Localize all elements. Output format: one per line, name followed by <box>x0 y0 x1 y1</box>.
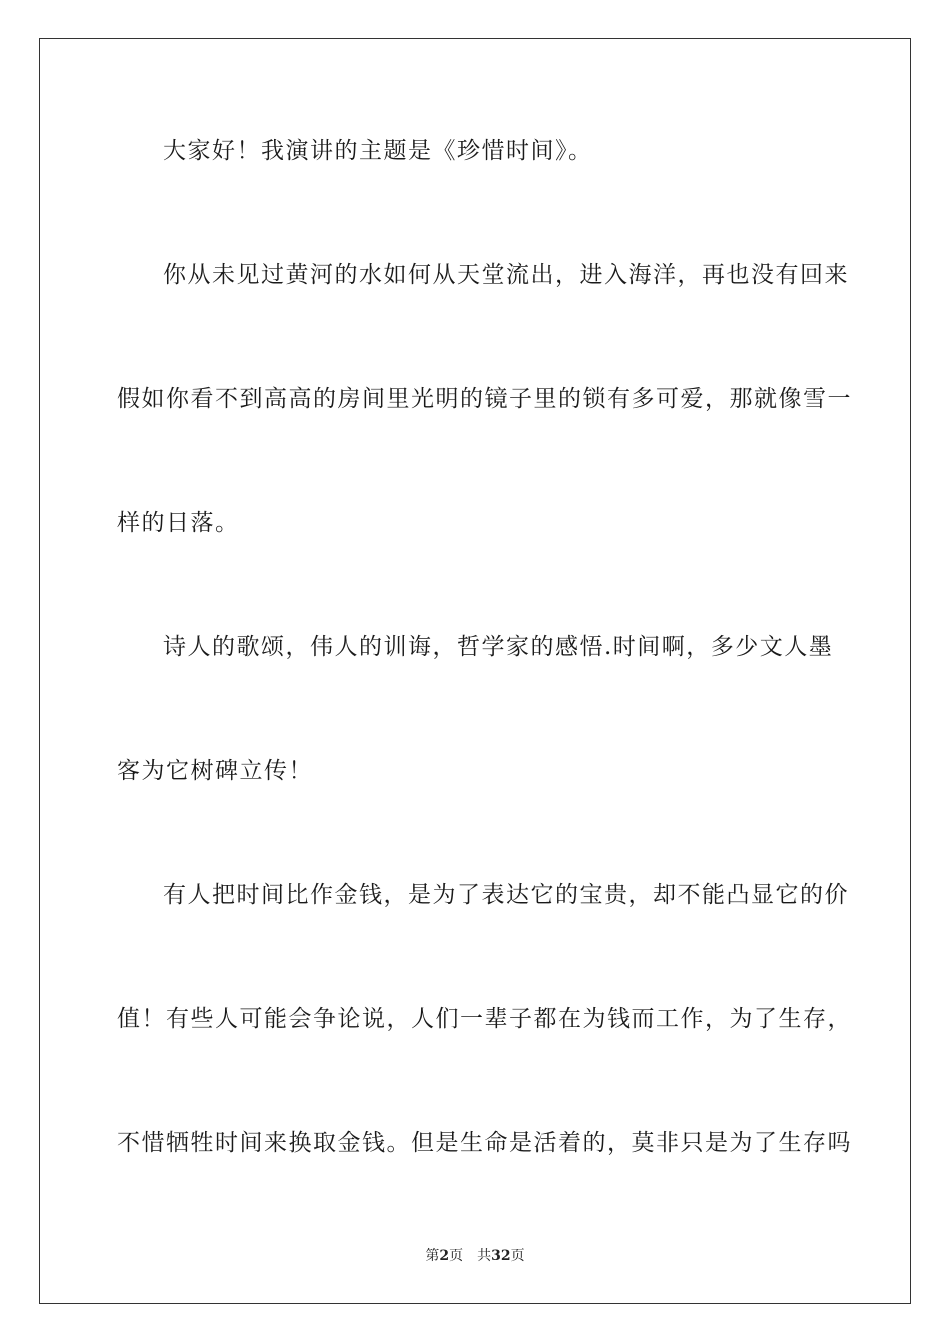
paragraph-line: 客为它树碑立传！ <box>117 758 313 784</box>
paragraph-line: 大家好！我演讲的主题是《珍惜时间》。 <box>163 138 593 164</box>
paragraph-line: 假如你看不到高高的房间里光明的镜子里的锁有多可爱，那就像雪一 <box>117 386 852 412</box>
total-pages: 32 <box>491 1248 511 1264</box>
paragraph-line: 你从未见过黄河的水如何从天堂流出，进入海洋，再也没有回来 <box>163 262 849 288</box>
paragraph-line: 样的日落。 <box>117 510 240 536</box>
page-number: 2 <box>439 1248 450 1264</box>
page-prefix: 第 <box>425 1248 440 1264</box>
paragraph-line: 值！有些人可能会争论说，人们一辈子都在为钱而工作，为了生存， <box>117 1006 852 1032</box>
total-prefix: 共 <box>477 1248 492 1264</box>
page-border <box>39 38 911 1304</box>
page-footer <box>0 1246 950 1266</box>
paragraph-line: 不惜牺牲时间来换取金钱。但是生命是活着的，莫非只是为了生存吗 <box>117 1130 852 1156</box>
paragraph-line: 有人把时间比作金钱，是为了表达它的宝贵，却不能凸显它的价 <box>163 882 849 908</box>
page-suffix: 页 <box>449 1248 464 1264</box>
total-suffix: 页 <box>510 1248 525 1264</box>
paragraph-line: 诗人的歌颂，伟人的训诲，哲学家的感悟.时间啊，多少文人墨 <box>163 634 834 660</box>
